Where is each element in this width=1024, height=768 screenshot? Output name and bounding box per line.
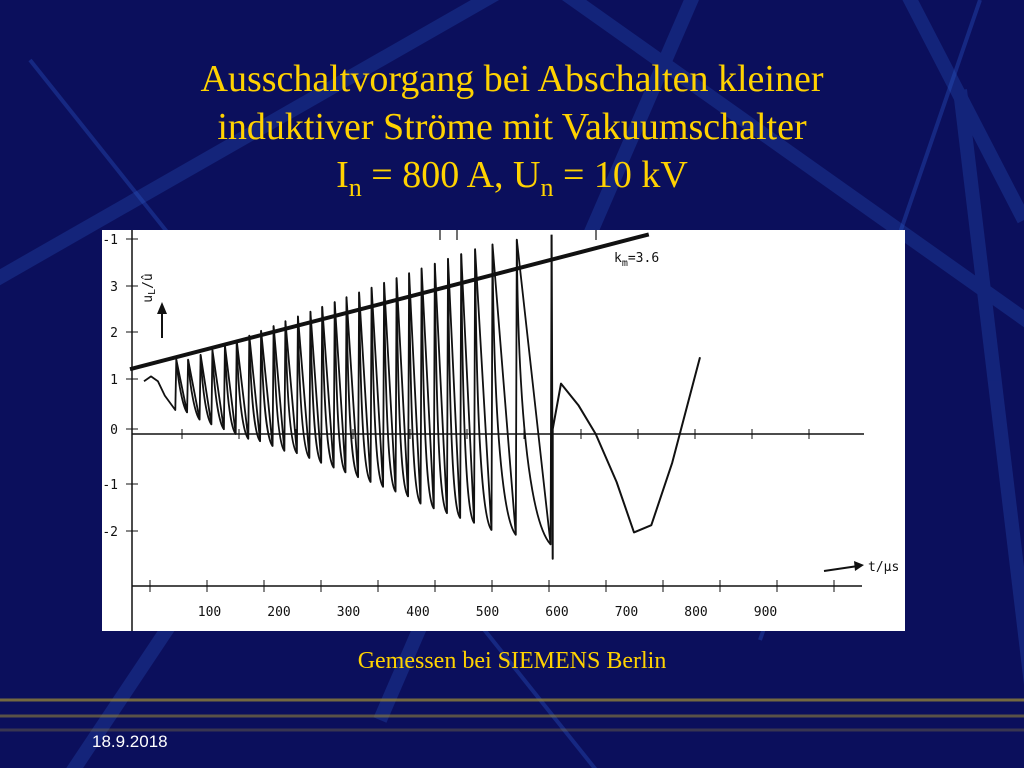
slide-title-line-1: Ausschaltvorgang bei Abschalten kleiner xyxy=(200,58,824,100)
x-tick-label: 300 xyxy=(336,605,361,620)
x-tick-labels xyxy=(198,605,777,620)
y-tick-labels xyxy=(102,233,118,540)
svg-text:uL/û: $u_L/û$ xyxy=(141,273,158,303)
chart-svg xyxy=(102,230,905,631)
title-subscript-n1: n xyxy=(348,173,362,202)
envelope-line xyxy=(130,234,649,369)
x-axis-label: t/µs xyxy=(868,560,900,575)
title-current-symbol: I xyxy=(336,154,349,196)
km-annotation: $k_m=3.6$ xyxy=(614,251,660,269)
y-tick-label: 3 xyxy=(110,280,118,295)
y-tick-label: -1 xyxy=(102,478,118,493)
y-tick-label: -1 xyxy=(102,233,118,248)
x-axis-label-arrow xyxy=(824,560,899,575)
x-tick-label: 500 xyxy=(475,605,500,620)
chart-axes xyxy=(126,230,864,631)
slide-title-line-2: induktiver Ströme mit Vakuumschalter xyxy=(217,106,807,148)
y-axis-label xyxy=(141,273,158,303)
title-current-value: = 800 A, U xyxy=(361,154,541,196)
y-tick-label: 2 xyxy=(110,326,118,341)
chart-traces xyxy=(130,234,700,558)
x-tick-label: 100 xyxy=(197,605,222,620)
x-tick-label: 900 xyxy=(753,605,778,620)
tail-oscillation xyxy=(552,235,700,559)
y-tick-label: 0 xyxy=(110,423,118,438)
title-subscript-n2: n xyxy=(540,173,554,202)
y-axis-arrow xyxy=(157,302,167,338)
chart-panel xyxy=(102,230,905,631)
x-tick-label: 800 xyxy=(684,605,708,620)
x-tick-label: 200 xyxy=(267,605,291,620)
y-tick-label: 1 xyxy=(110,373,118,388)
x-tick-label: 700 xyxy=(614,605,639,620)
chart-caption: Gemessen bei SIEMENS Berlin xyxy=(357,648,667,674)
title-voltage-value: = 10 kV xyxy=(553,154,688,196)
slide-title-line-3 xyxy=(0,152,1024,211)
x-tick-label: 600 xyxy=(545,605,569,620)
y-tick-label: -2 xyxy=(102,525,118,540)
x-tick-label: 400 xyxy=(406,605,430,620)
slide-date: 18.9.2018 xyxy=(92,732,168,751)
